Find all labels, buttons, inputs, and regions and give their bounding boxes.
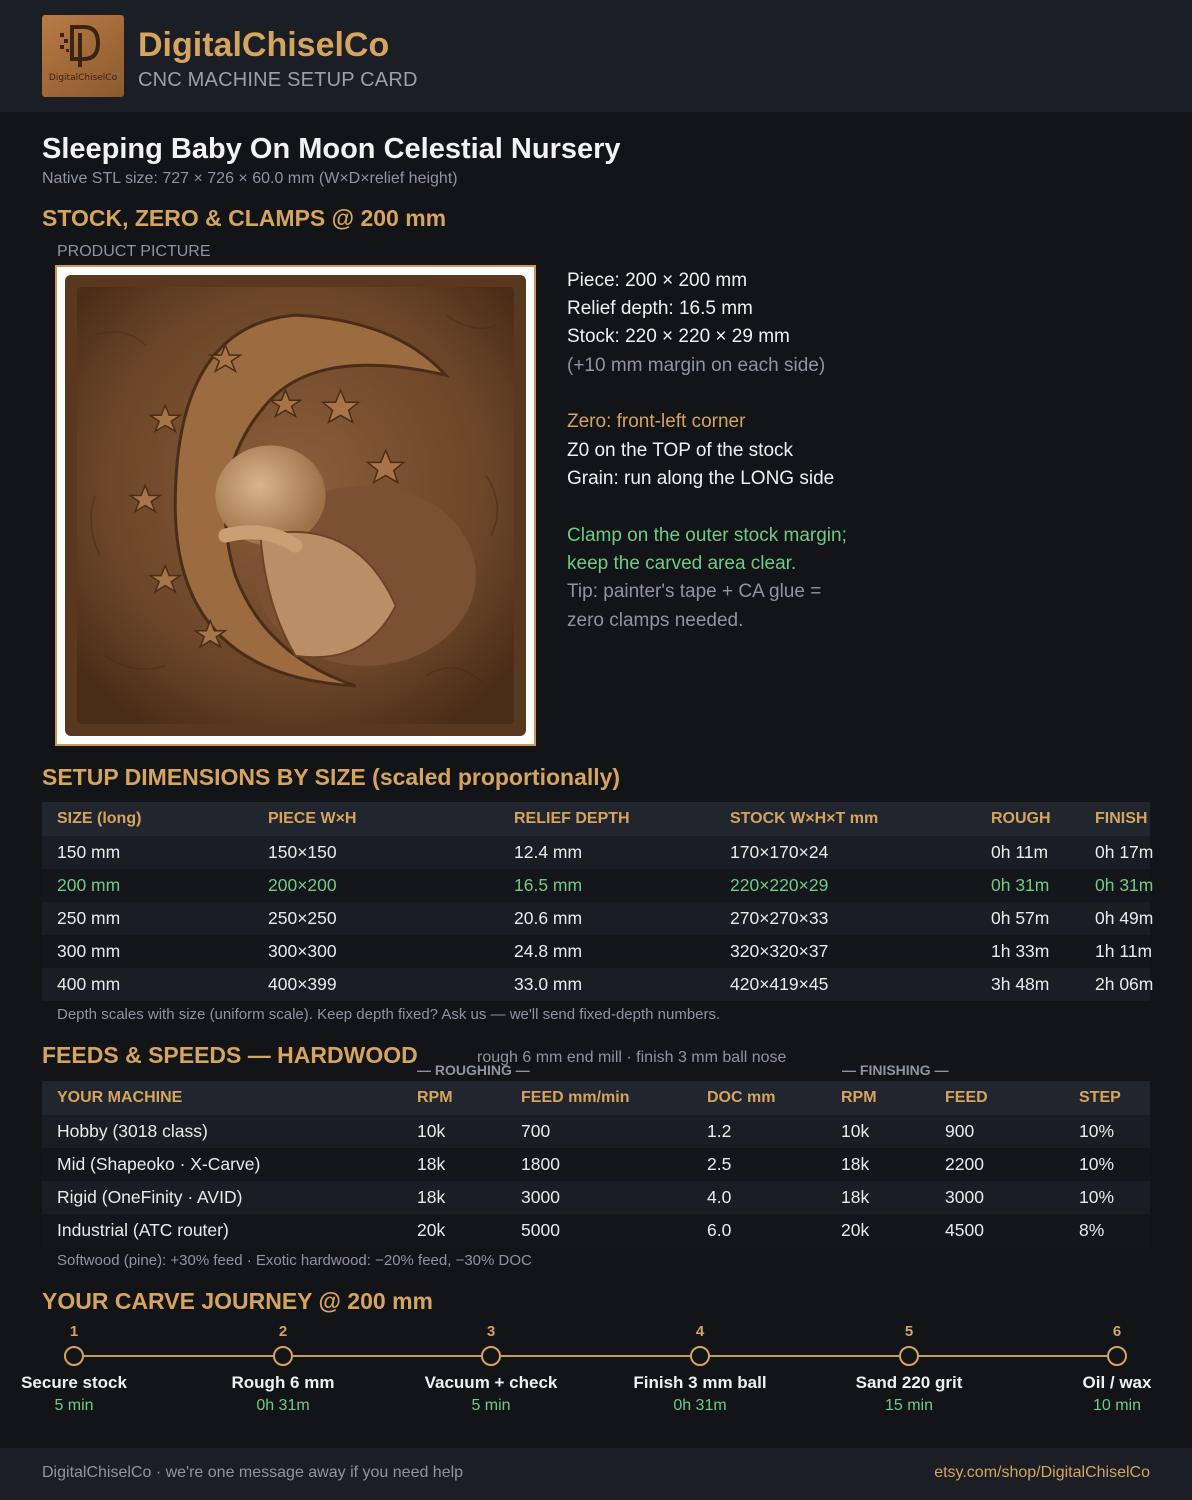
cell-finish-feed: 3000: [930, 1181, 1064, 1214]
piece-size: Piece: 200 × 200 mm: [567, 270, 748, 291]
cell-piece: 400×399: [253, 968, 499, 1001]
step-label: Secure stock: [21, 1373, 127, 1392]
step-time: 15 min: [884, 1397, 934, 1414]
dimensions-heading: SETUP DIMENSIONS BY SIZE (scaled proportionally): [42, 764, 621, 790]
step-number: 6: [1112, 1323, 1122, 1340]
clamp-note-1: Clamp on the outer stock margin;: [567, 525, 847, 546]
cell-size: 300 mm: [42, 935, 253, 968]
cell-doc: 1.2: [692, 1115, 826, 1148]
cell-relief: 16.5 mm: [499, 869, 715, 902]
cell-size: 250 mm: [42, 902, 253, 935]
dimensions-header-row: [42, 802, 1150, 836]
footer: [0, 1448, 1192, 1500]
finishing-group-label: — FINISHING —: [842, 1062, 949, 1078]
z0-note: Z0 on the TOP of the stock: [567, 440, 794, 461]
cell-stock: 170×170×24: [715, 836, 976, 869]
col-rough-rpm: RPM: [402, 1081, 506, 1115]
cell-relief: 24.8 mm: [499, 935, 715, 968]
product-title: Sleeping Baby On Moon Celestial Nursery: [42, 133, 621, 165]
chisel-logo-icon: [58, 21, 108, 71]
cell-stock: 220×220×29: [715, 869, 976, 902]
step-time: 5 min: [471, 1397, 511, 1414]
cell-piece: 300×300: [253, 935, 499, 968]
step-dot-icon: [690, 1346, 710, 1366]
carved-relief-image: [65, 275, 526, 736]
tip-note-1: Tip: painter's tape + CA glue =: [567, 581, 822, 602]
cell-finish: 0h 31m: [1080, 869, 1150, 902]
col-size: SIZE (long): [42, 802, 253, 836]
step-number: 4: [695, 1323, 705, 1340]
stock-heading: STOCK, ZERO & CLAMPS @ 200 mm: [42, 205, 447, 231]
cell-machine: Industrial (ATC router): [42, 1214, 402, 1247]
cell-stock: 420×419×45: [715, 968, 976, 1001]
cell-finish-rpm: 10k: [826, 1115, 930, 1148]
cell-finish-feed: 900: [930, 1115, 1064, 1148]
journey-step: [1026, 1323, 1186, 1415]
cell-relief: 12.4 mm: [499, 836, 715, 869]
step-number: 1: [69, 1323, 79, 1340]
cell-finish: 0h 17m: [1080, 836, 1150, 869]
step-number: 5: [904, 1323, 914, 1340]
cell-rough-rpm: 20k: [402, 1214, 506, 1247]
clamp-note-2: keep the carved area clear.: [567, 553, 797, 574]
step-time: 0h 31m: [673, 1397, 727, 1414]
native-size: Native STL size: 727 × 726 × 60.0 mm (W×D×relief height): [42, 170, 458, 187]
table-row: [42, 935, 1150, 968]
journey-step: [411, 1323, 571, 1415]
cell-piece: 250×250: [253, 902, 499, 935]
grain-note: Grain: run along the LONG side: [567, 468, 835, 489]
journey-step: [0, 1323, 154, 1415]
cell-doc: 6.0: [692, 1214, 826, 1247]
cell-finish-feed: 2200: [930, 1148, 1064, 1181]
cell-doc: 2.5: [692, 1148, 826, 1181]
cell-rough-feed: 1800: [506, 1148, 692, 1181]
brand-logo: [42, 15, 124, 97]
step-dot-icon: [273, 1346, 293, 1366]
step-label: Finish 3 mm ball: [633, 1373, 767, 1392]
footer-help-text: DigitalChiselCo · we're one message away if you need help: [42, 1464, 464, 1481]
logo-text: DigitalChiselCo: [48, 73, 118, 83]
cell-machine: Mid (Shapeoko · X-Carve): [42, 1148, 402, 1181]
cell-machine: Rigid (OneFinity · AVID): [42, 1181, 402, 1214]
cell-stock: 320×320×37: [715, 935, 976, 968]
col-finish-feed: FEED: [930, 1081, 1064, 1115]
cell-rough-rpm: 18k: [402, 1181, 506, 1214]
step-number: 2: [278, 1323, 288, 1340]
col-relief: RELIEF DEPTH: [499, 802, 715, 836]
cell-relief: 20.6 mm: [499, 902, 715, 935]
product-picture: [55, 265, 536, 746]
table-row: [42, 836, 1150, 869]
dimensions-table: [42, 802, 1154, 1001]
col-step: STEP: [1064, 1081, 1150, 1115]
table-row: [42, 1181, 1150, 1214]
cell-size: 150 mm: [42, 836, 253, 869]
cell-step: 10%: [1064, 1148, 1150, 1181]
cell-finish: 1h 11m: [1080, 935, 1150, 968]
step-time: 5 min: [54, 1397, 94, 1414]
cell-finish-rpm: 18k: [826, 1181, 930, 1214]
cell-piece: 150×150: [253, 836, 499, 869]
cell-finish-rpm: 20k: [826, 1214, 930, 1247]
step-number: 3: [486, 1323, 496, 1340]
journey-step: [203, 1323, 363, 1415]
step-label: Vacuum + check: [424, 1373, 558, 1392]
shop-link[interactable]: etsy.com/shop/DigitalChiselCo: [934, 1464, 1150, 1481]
step-dot-icon: [481, 1346, 501, 1366]
cell-size: 400 mm: [42, 968, 253, 1001]
cell-rough: 3h 48m: [976, 968, 1080, 1001]
cell-machine: Hobby (3018 class): [42, 1115, 402, 1148]
cell-stock: 270×270×33: [715, 902, 976, 935]
relief-depth: Relief depth: 16.5 mm: [567, 298, 753, 319]
cell-rough: 1h 33m: [976, 935, 1080, 968]
step-dot-icon: [899, 1346, 919, 1366]
col-rough-feed: FEED mm/min: [506, 1081, 692, 1115]
stock-size: Stock: 220 × 220 × 29 mm: [567, 326, 790, 347]
cell-finish-feed: 4500: [930, 1214, 1064, 1247]
step-time: 0h 31m: [256, 1397, 310, 1414]
col-finish: FINISH: [1080, 802, 1150, 836]
card-subtitle: CNC MACHINE SETUP CARD: [138, 69, 418, 91]
brand-name: DigitalChiselCo: [138, 26, 390, 64]
cell-rough-rpm: 10k: [402, 1115, 506, 1148]
journey-step: [620, 1323, 780, 1415]
tip-note-2: zero clamps needed.: [567, 610, 744, 631]
step-label: Oil / wax: [1082, 1373, 1152, 1392]
tools-note: rough 6 mm end mill · finish 3 mm ball nose: [477, 1049, 787, 1066]
cell-finish: 2h 06m: [1080, 968, 1150, 1001]
col-doc: DOC mm: [692, 1081, 826, 1115]
journey-heading: YOUR CARVE JOURNEY @ 200 mm: [42, 1288, 433, 1314]
cell-rough: 0h 31m: [976, 869, 1080, 902]
col-rough: ROUGH: [976, 802, 1080, 836]
col-piece: PIECE W×H: [253, 802, 499, 836]
cell-relief: 33.0 mm: [499, 968, 715, 1001]
margin-note: (+10 mm margin on each side): [567, 355, 826, 376]
cell-step: 10%: [1064, 1181, 1150, 1214]
cell-step: 8%: [1064, 1214, 1150, 1247]
step-label: Sand 220 grit: [855, 1373, 963, 1392]
picture-label: PRODUCT PICTURE: [57, 243, 211, 260]
header: [0, 0, 1192, 112]
cell-rough-feed: 700: [506, 1115, 692, 1148]
step-time: 10 min: [1092, 1397, 1142, 1414]
col-finish-rpm: RPM: [826, 1081, 930, 1115]
dimensions-note: Depth scales with size (uniform scale). Keep depth fixed? Ask us — we'll send fixed-depth numbers.: [57, 1006, 721, 1023]
zero-note: Zero: front-left corner: [567, 411, 746, 432]
cell-finish: 0h 49m: [1080, 902, 1150, 935]
feeds-note: Softwood (pine): +30% feed · Exotic hardwood: −20% feed, −30% DOC: [57, 1252, 532, 1269]
table-row: [42, 1214, 1150, 1247]
feeds-heading: FEEDS & SPEEDS — HARDWOOD: [42, 1042, 418, 1068]
cell-rough-feed: 5000: [506, 1214, 692, 1247]
feeds-table: [42, 1081, 1150, 1247]
roughing-group-label: — ROUGHING —: [417, 1062, 530, 1078]
cell-size: 200 mm: [42, 869, 253, 902]
cell-step: 10%: [1064, 1115, 1150, 1148]
table-row: [42, 968, 1150, 1001]
table-row: [42, 902, 1150, 935]
table-row-highlighted: [42, 869, 1150, 902]
step-label: Rough 6 mm: [231, 1373, 335, 1392]
cell-rough-rpm: 18k: [402, 1148, 506, 1181]
cell-piece: 200×200: [253, 869, 499, 902]
cell-doc: 4.0: [692, 1181, 826, 1214]
cell-rough: 0h 11m: [976, 836, 1080, 869]
cell-rough-feed: 3000: [506, 1181, 692, 1214]
cell-finish-rpm: 18k: [826, 1148, 930, 1181]
col-stock: STOCK W×H×T mm: [715, 802, 976, 836]
col-machine: YOUR MACHINE: [42, 1081, 402, 1115]
step-dot-icon: [64, 1346, 84, 1366]
step-dot-icon: [1107, 1346, 1127, 1366]
table-row: [42, 1148, 1150, 1181]
feeds-header-row: [42, 1081, 1150, 1115]
journey-step: [829, 1323, 989, 1415]
table-row: [42, 1115, 1150, 1148]
cell-rough: 0h 57m: [976, 902, 1080, 935]
